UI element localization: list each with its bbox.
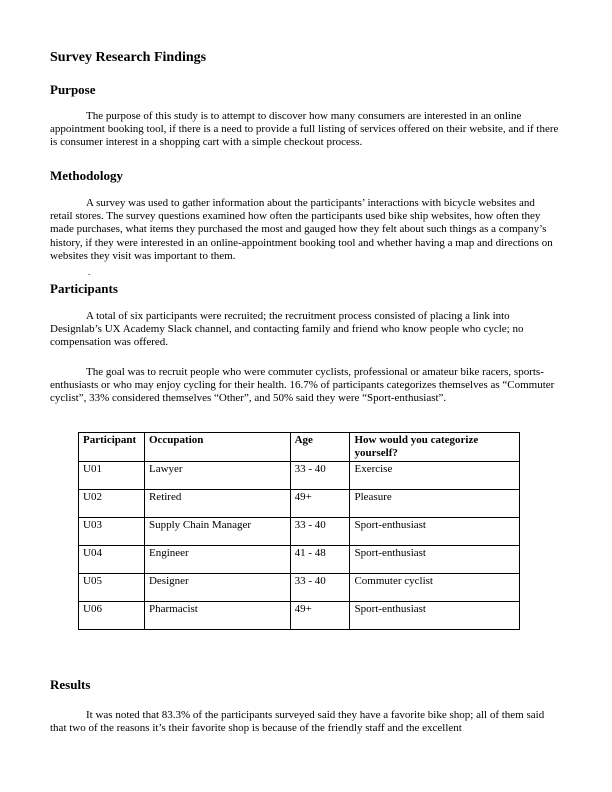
participants-paragraph-1: A total of six participants were recruited; the recruitment process consisted of placing a link into Designlab’s UX Academy Slack channel, and contacting family and friend who know people who cycle; no compensation was offered. xyxy=(50,310,524,349)
table-cell: 49+ xyxy=(290,602,350,630)
table-cell: U01 xyxy=(79,462,145,490)
table-cell: 33 - 40 xyxy=(290,518,350,546)
document-title: Survey Research Findings xyxy=(50,50,207,65)
table-header-category: How would you categorize yourself? xyxy=(350,433,520,462)
table-cell: U05 xyxy=(79,574,145,602)
table-cell: Commuter cyclist xyxy=(350,574,520,602)
table-cell: Retired xyxy=(144,490,290,518)
table-header-row xyxy=(79,433,520,462)
table-cell: 33 - 40 xyxy=(290,462,350,490)
table-cell: Exercise xyxy=(350,462,520,490)
table-cell: 41 - 48 xyxy=(290,546,350,574)
table-cell: Lawyer xyxy=(144,462,290,490)
participants-table xyxy=(78,432,520,630)
table-cell: Sport-enthusiast xyxy=(350,602,520,630)
table-row xyxy=(79,602,520,630)
results-heading: Results xyxy=(50,677,91,692)
results-paragraph: It was noted that 83.3% of the participants surveyed said they have a favorite bike shop; all of them said that two of the reasons it’s their favorite shop is because of the friendly staff and the excellent xyxy=(50,709,545,735)
table-cell: Sport-enthusiast xyxy=(350,546,520,574)
table-cell: 49+ xyxy=(290,490,350,518)
table-header-participant: Participant xyxy=(79,433,145,462)
table-cell: U03 xyxy=(79,518,145,546)
purpose-heading: Purpose xyxy=(50,82,96,97)
table-cell: U06 xyxy=(79,602,145,630)
table-cell: Sport-enthusiast xyxy=(350,518,520,546)
methodology-paragraph: A survey was used to gather information about the participants’ interactions with bicycle websites and retail stores. The survey questions examined how often the participants used bike ship websites, how often they made purchases, what items they purchased the most and gauged how they felt about such things as a company’s history, if they were interested in an online-appointment booking tool and whether having a map and directions on websites they visit was important to them. xyxy=(50,197,553,262)
table-cell: U02 xyxy=(79,490,145,518)
table-cell: Supply Chain Manager xyxy=(144,518,290,546)
table-header-age: Age xyxy=(290,433,350,462)
table-row xyxy=(79,462,520,490)
participants-heading: Participants xyxy=(50,281,118,296)
methodology-heading: Methodology xyxy=(50,168,123,183)
table-row xyxy=(79,518,520,546)
table-header-occupation: Occupation xyxy=(144,433,290,462)
stray-mark: . xyxy=(88,267,91,277)
table-cell: Designer xyxy=(144,574,290,602)
table-row xyxy=(79,574,520,602)
table-row xyxy=(79,546,520,574)
purpose-paragraph: The purpose of this study is to attempt to discover how many consumers are interested in an online appointment booking tool, if there is a need to provide a full listing of services offered on their website, and if there is consumer interest in a shopping cart with a simple checkout process. xyxy=(50,110,559,149)
table-cell: Pharmacist xyxy=(144,602,290,630)
table-cell: 33 - 40 xyxy=(290,574,350,602)
table-cell: Pleasure xyxy=(350,490,520,518)
table-row xyxy=(79,490,520,518)
participants-paragraph-2: The goal was to recruit people who were commuter cyclists, professional or amateur bike racers, sports-enthusiasts or who may enjoy cycling for their health. 16.7% of participants categorizes themselves as “Commuter cyclist”, 33% considered themselves “Other”, and 50% said they were “Sport-enthusiast”. xyxy=(50,366,555,405)
table-cell: U04 xyxy=(79,546,145,574)
table-cell: Engineer xyxy=(144,546,290,574)
